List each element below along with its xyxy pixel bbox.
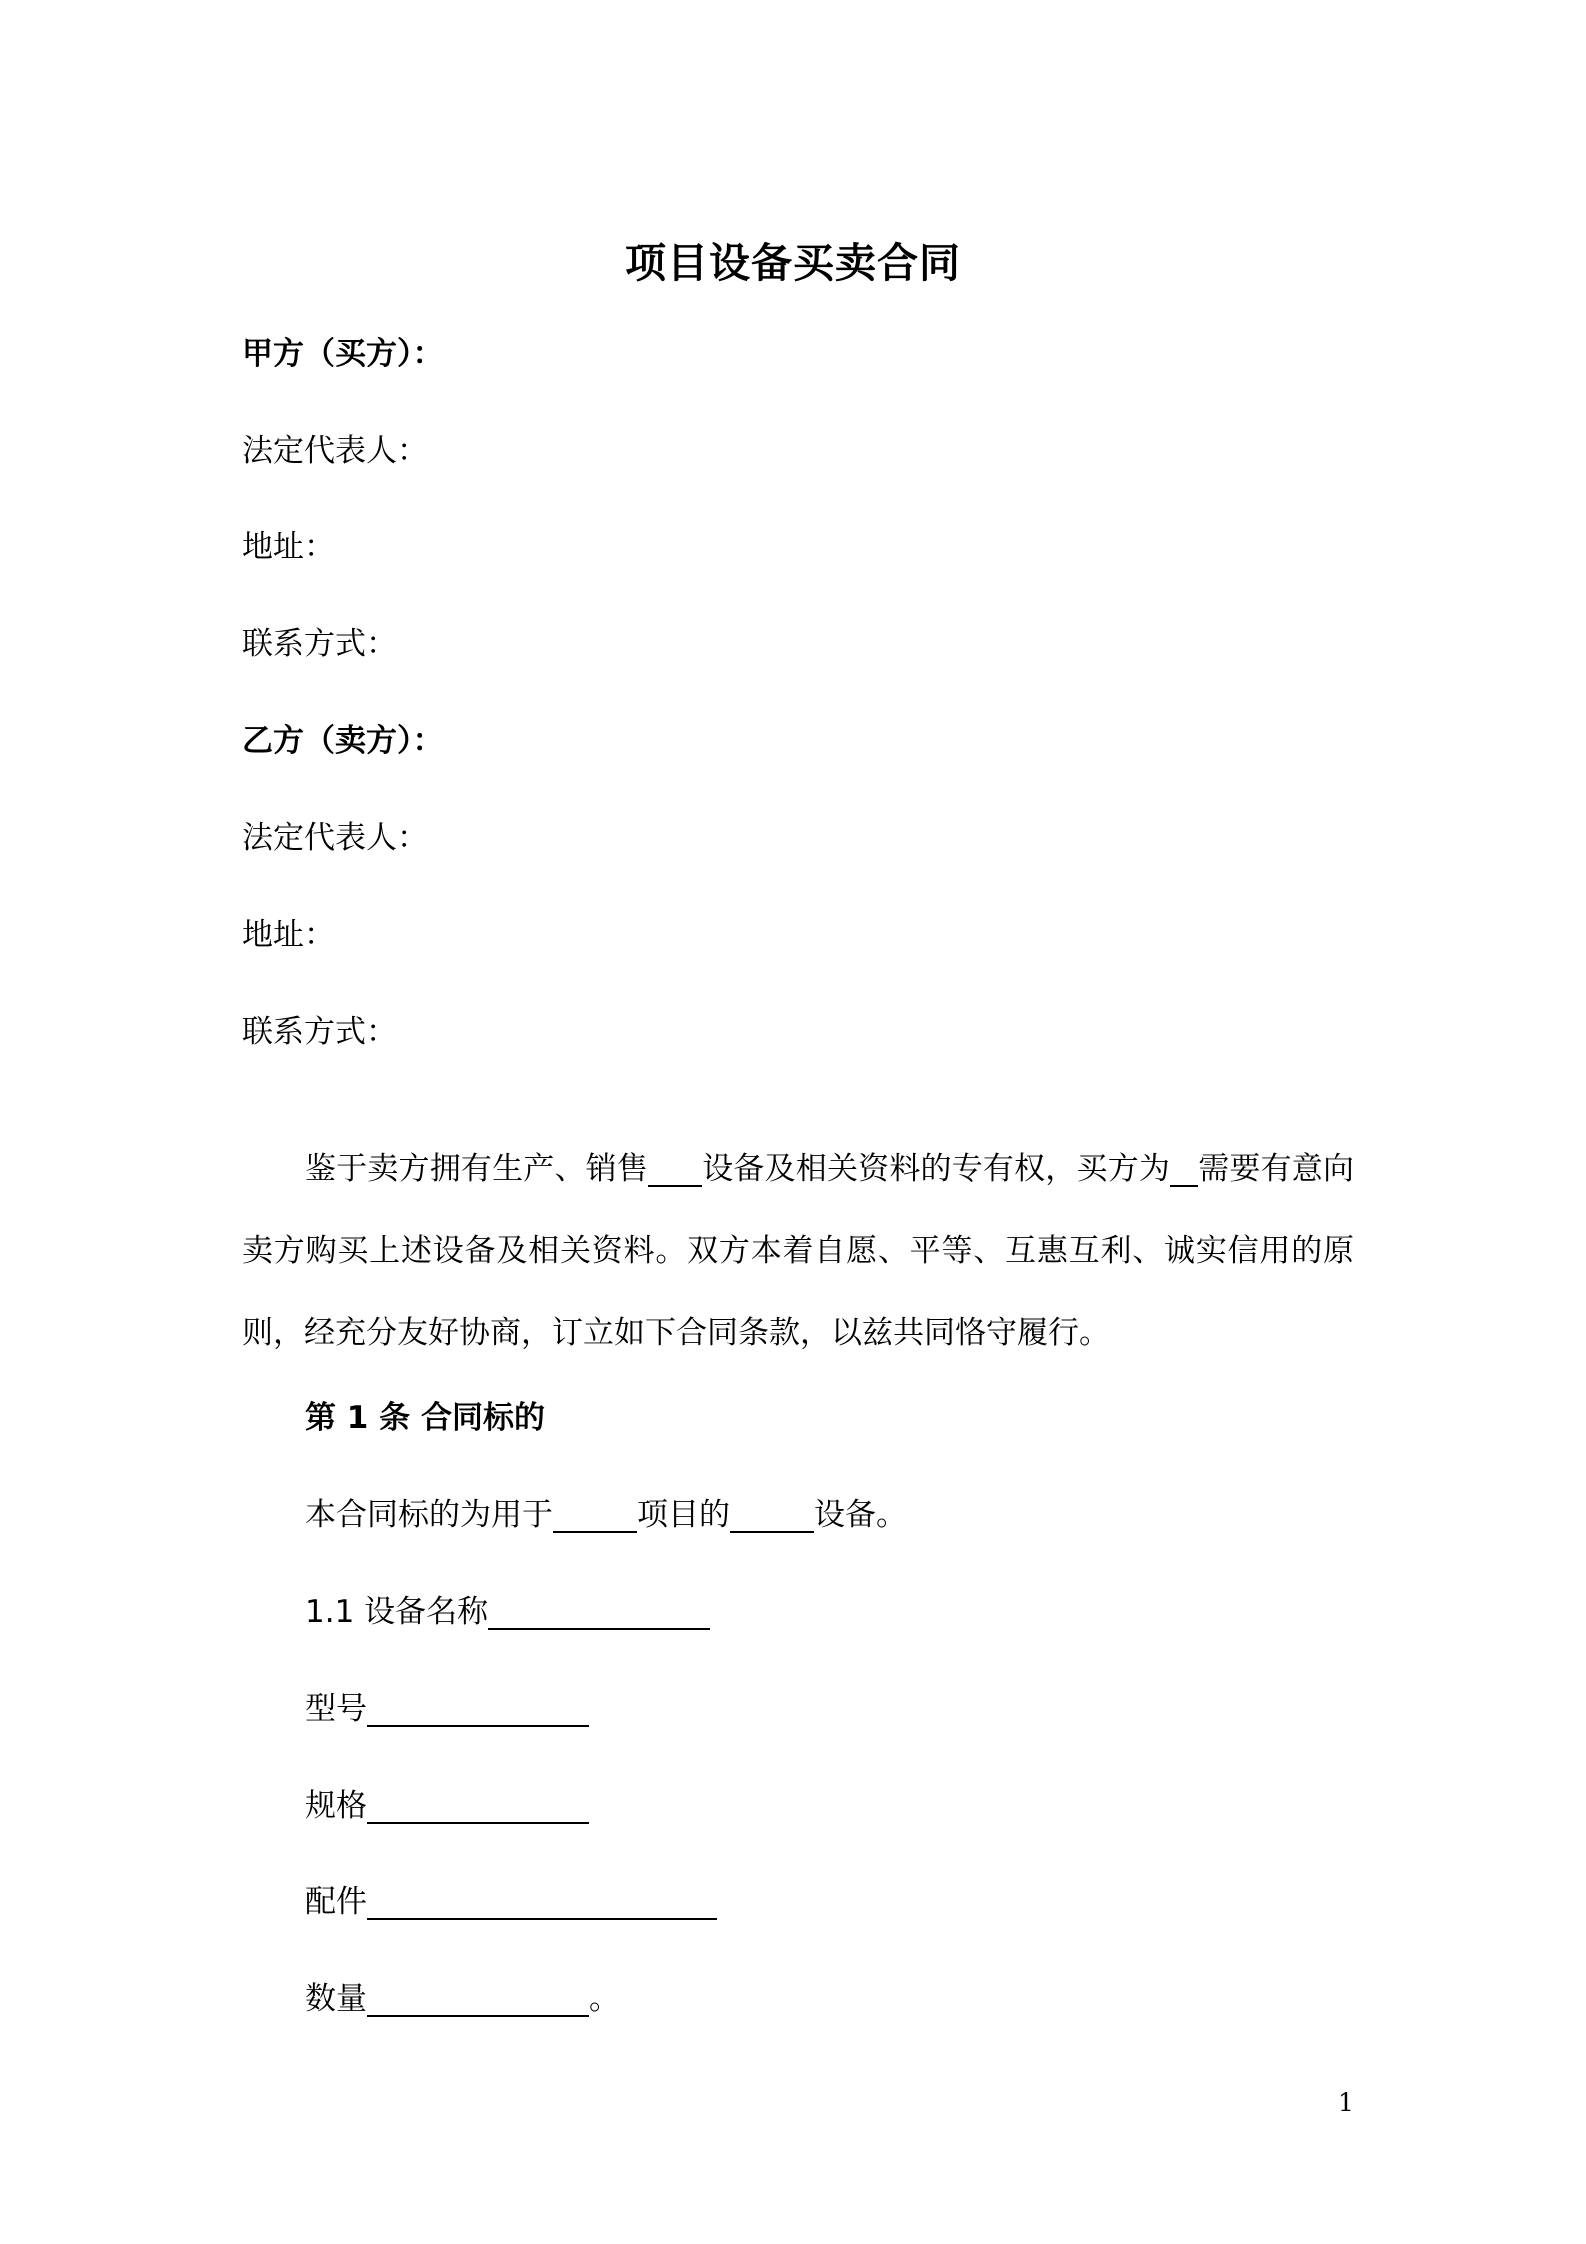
accessories-line <box>305 1882 717 1922</box>
subject-part2: 项目的 <box>637 1497 730 1533</box>
party-b-contact-label: 联系方式： <box>242 1014 397 1050</box>
party-a-heading: 甲方（买方）： <box>242 336 444 372</box>
accessories-blank <box>367 1884 717 1920</box>
article-1-subject-line <box>305 1495 907 1535</box>
quantity-suffix: 。 <box>589 1981 620 2017</box>
quantity-line <box>305 1979 620 2019</box>
model-label: 型号 <box>305 1691 367 1727</box>
equipment-name-line <box>305 1592 710 1632</box>
subject-part3: 设备。 <box>814 1497 907 1533</box>
equipment-name-blank <box>488 1594 710 1630</box>
party-b-address-label: 地址： <box>242 917 335 953</box>
quantity-label: 数量 <box>305 1981 367 2017</box>
subject-blank-project <box>553 1497 637 1533</box>
quantity-blank <box>367 1981 589 2017</box>
spec-blank <box>367 1788 589 1824</box>
accessories-label: 配件 <box>305 1884 367 1920</box>
equipment-name-label: 1.1 设备名称 <box>305 1594 489 1630</box>
subject-blank-equipment <box>730 1497 814 1533</box>
preamble-paragraph <box>242 1128 1354 1374</box>
preamble-blank-product <box>648 1151 702 1187</box>
preamble-part3: 需要有意向卖方购买上述设备及相关资料。双方本着自愿、平等、互惠互利、诚实信用的原则，经充分友好协商，订立如下合同条款，以兹共同恪守履行。 <box>242 1151 1354 1351</box>
party-a-address-label: 地址： <box>242 529 335 565</box>
spec-line <box>305 1786 589 1826</box>
page-number: 1 <box>1338 2088 1354 2117</box>
preamble-blank-purpose <box>1170 1151 1198 1187</box>
subject-part1: 本合同标的为用于 <box>305 1497 553 1533</box>
party-b-heading: 乙方（卖方）： <box>242 723 444 759</box>
spec-label: 规格 <box>305 1788 367 1824</box>
party-b-rep-label: 法定代表人： <box>242 820 428 856</box>
party-a-rep-label: 法定代表人： <box>242 433 428 469</box>
model-blank <box>367 1691 589 1727</box>
preamble-part1: 鉴于卖方拥有生产、销售 <box>305 1151 649 1187</box>
party-a-contact-label: 联系方式： <box>242 626 397 662</box>
preamble-part2: 设备及相关资料的专有权，买方为 <box>702 1151 1171 1187</box>
document-title: 项目设备买卖合同 <box>625 239 961 287</box>
model-line <box>305 1689 589 1729</box>
article-1-heading: 第 1 条 合同标的 <box>305 1400 545 1436</box>
